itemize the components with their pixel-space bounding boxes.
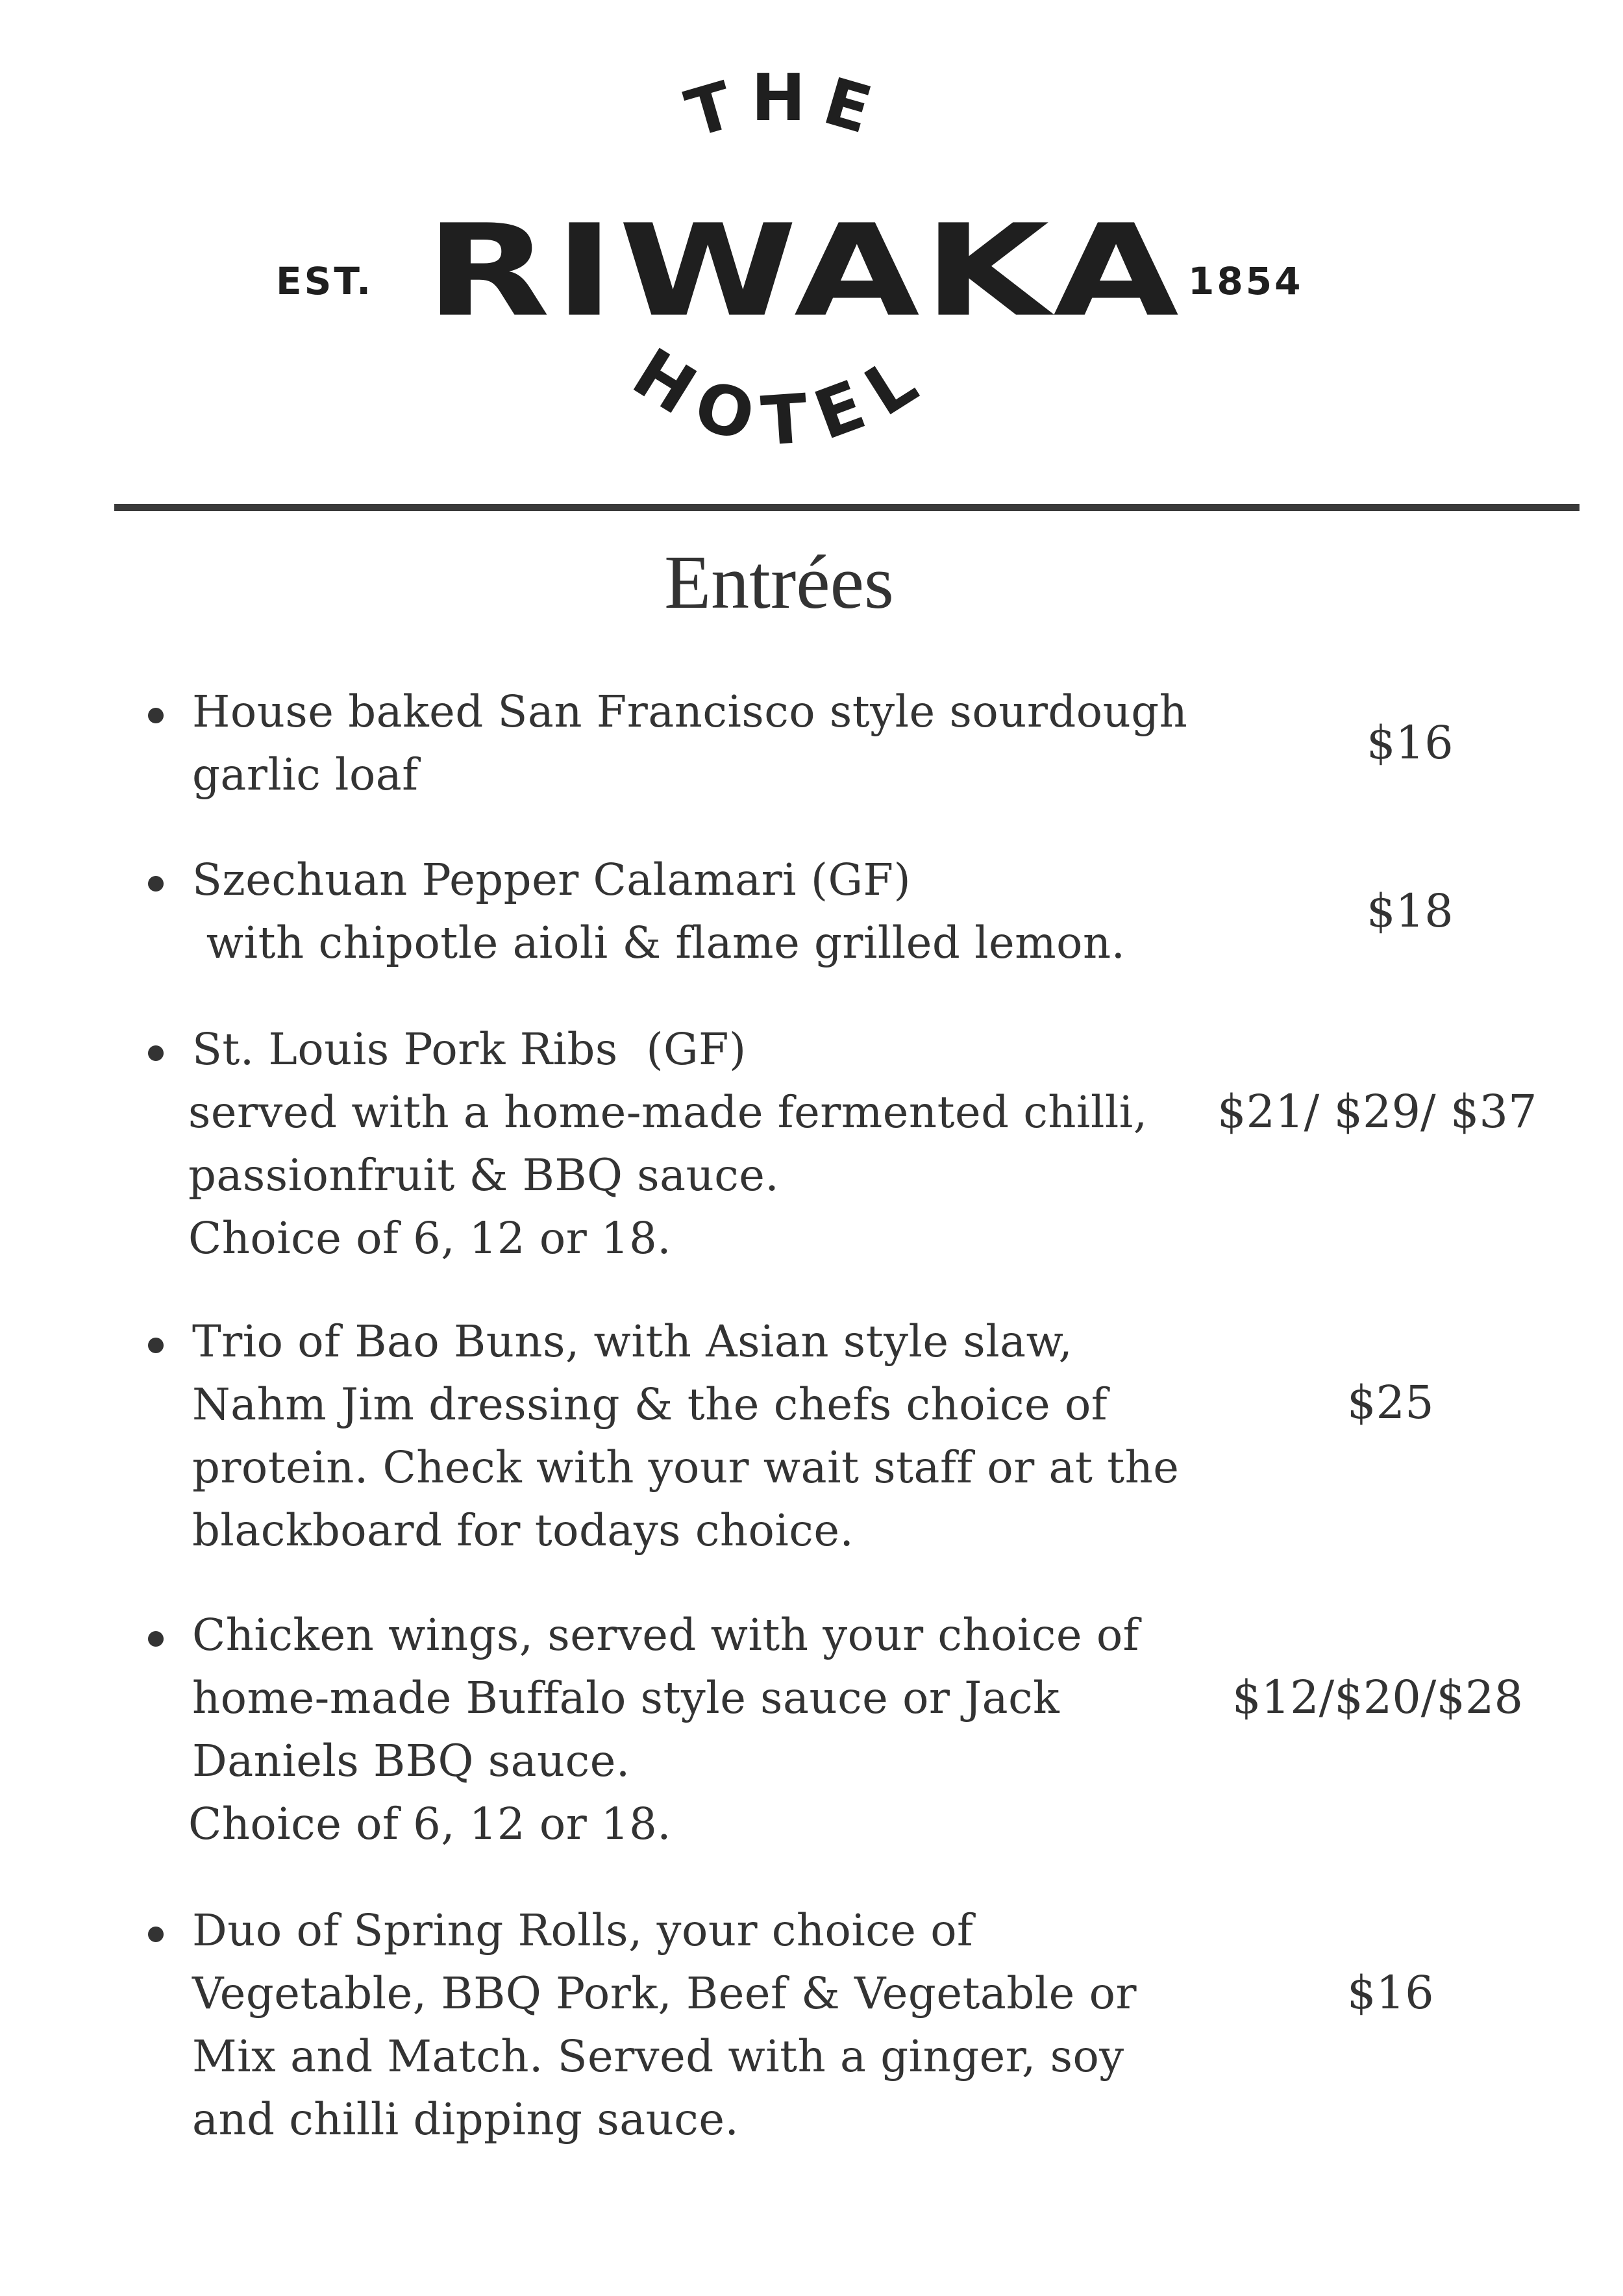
menu-item-description: [192, 1899, 1205, 2151]
menu-item-price: $16: [1347, 1966, 1434, 2019]
desc-line: Mix and Match. Served with a ginger, soy: [192, 2031, 1124, 2082]
desc-line: Daniels BBQ sauce.: [192, 1736, 630, 1786]
menu-item-price: $21/ $29/ $37: [1217, 1085, 1537, 1138]
menu-item-price: $16: [1367, 716, 1454, 769]
logo-year: 1854: [1188, 259, 1304, 303]
bullet-icon: [148, 708, 164, 723]
desc-line: Choice of 6, 12 or 18.: [188, 1213, 672, 1264]
desc-line: home-made Buffalo style sauce or Jack: [192, 1673, 1060, 1723]
bullet-icon: [148, 1045, 164, 1061]
logo-hotel-text: HOTEL: [619, 332, 945, 462]
desc-line: Chicken wings, served with your choice of: [192, 1610, 1139, 1660]
bullet-icon: [148, 1338, 164, 1353]
desc-line: protein. Check with your wait staff or at the: [192, 1442, 1180, 1493]
desc-line: Vegetable, BBQ Pork, Beef & Vegetable or: [192, 1968, 1137, 2019]
desc-line: passionfruit & BBQ sauce.: [188, 1150, 780, 1201]
menu-item-description: [192, 849, 1205, 975]
menu-item-description: [192, 680, 1205, 806]
menu-item-price: $18: [1367, 884, 1454, 938]
desc-line: St. Louis Pork Ribs (GF): [192, 1024, 747, 1075]
bullet-icon: [148, 1631, 164, 1647]
menu-item-price: $12/$20/$28: [1232, 1671, 1523, 1724]
logo-word-the: [678, 60, 893, 153]
menu-item-description: [188, 1018, 1201, 1270]
logo-the-text: THE: [678, 59, 893, 153]
desc-line: garlic loaf: [192, 749, 419, 800]
desc-line: Szechuan Pepper Calamari (GF): [192, 855, 911, 905]
desc-line: Nahm Jim dressing & the chefs choice of: [192, 1379, 1108, 1430]
desc-line: blackboard for todays choice.: [192, 1505, 854, 1556]
desc-line: Duo of Spring Rolls, your choice of: [192, 1905, 974, 1956]
desc-line: Choice of 6, 12 or 18.: [188, 1799, 672, 1849]
hotel-logo: [0, 0, 1623, 506]
section-title: Entrées: [664, 540, 894, 625]
menu-item-description: [188, 1604, 1205, 1856]
menu-item-price: $25: [1347, 1376, 1434, 1429]
desc-line: with chipotle aioli & flame grilled lemon.: [192, 917, 1126, 968]
desc-line: Trio of Bao Buns, with Asian style slaw,: [192, 1316, 1073, 1367]
desc-line: served with a home-made fermented chilli,: [188, 1087, 1148, 1138]
desc-line: House baked San Francisco style sourdough: [192, 686, 1188, 737]
logo-main-word: RIWAKA: [425, 197, 1183, 345]
bullet-icon: [148, 1927, 164, 1942]
logo-est-label: EST.: [276, 259, 374, 303]
bullet-icon: [148, 876, 164, 892]
logo-word-hotel: [619, 332, 944, 461]
menu-item-description: [192, 1310, 1205, 1562]
desc-line: and chilli dipping sauce.: [192, 2094, 739, 2145]
header-divider: [114, 504, 1580, 511]
